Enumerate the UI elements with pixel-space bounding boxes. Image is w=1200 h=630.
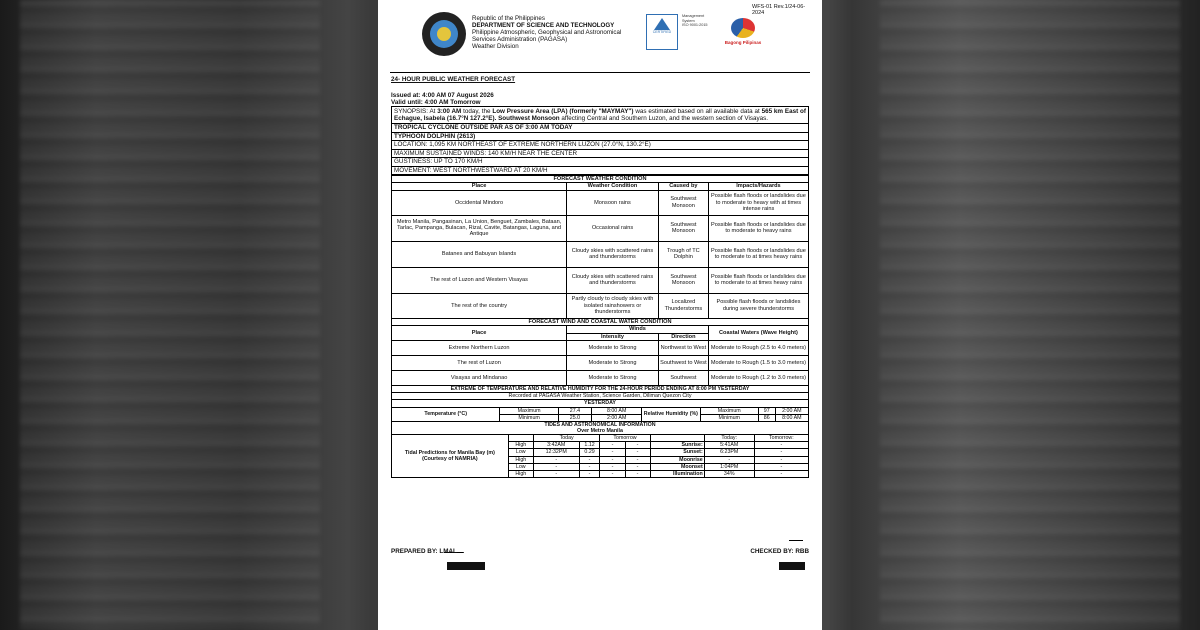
temp-max: 27.4 xyxy=(558,407,591,414)
synopsis: SYNOPSIS: At 3:00 AM today, the Low Pressure Area (LPA) (formerly "MAYMAY") was estimated based on all available data at 565 km East of Echague, Isabela (16.7°N 127.2°E). Southwest Monsoon affecting Central and Southern Luzon, and the western section of Visayas. xyxy=(391,106,809,124)
agency-line: Services Administration (PAGASA) xyxy=(472,36,568,44)
background-blur-left xyxy=(20,0,320,630)
wind-coastal-table xyxy=(391,319,809,386)
header-intensity: Intensity xyxy=(567,333,659,340)
forecast-title: FORECAST WEATHER CONDITION xyxy=(392,175,809,182)
tides-title: TIDES AND ASTRONOMICAL INFORMATION Over Metro Manila xyxy=(392,422,809,435)
extremes-yesterday: YESTERDAY xyxy=(392,400,809,407)
letterhead xyxy=(390,0,810,70)
rh-min: 86 xyxy=(758,414,775,421)
typhoon-location: LOCATION: 1,095 KM NORTHEAST OF EXTREME NORTHERN LUZON (27.0°N, 130.2°E) xyxy=(391,141,809,149)
table-row: High - - - - Illumination 34% - xyxy=(392,470,809,477)
redaction-bar xyxy=(447,562,485,570)
tidal-label: Tidal Predictions for Manila Bay (m) (Courtesy of NAMRIA) xyxy=(392,434,509,477)
table-row: The rest of the country Partly cloudy to cloudy skies with isolated rainshowers or thunderstorms Localized Thunderstorms Possible flash floods or landslides during severe thunderstorms xyxy=(392,293,809,318)
table-row: Low - - - - Moonset 1:04PM - xyxy=(392,463,809,470)
table-row: High - - - - Moonrise - - xyxy=(392,456,809,463)
page-title: 24- HOUR PUBLIC WEATHER FORECAST xyxy=(391,76,516,83)
valid-until: Valid until: 4:00 AM Tomorrow xyxy=(391,99,481,107)
wind-title: FORECAST WIND AND COASTAL WATER CONDITION xyxy=(392,319,809,326)
header-winds: Winds xyxy=(567,326,709,333)
rh-max: 97 xyxy=(758,407,775,414)
temperature-label: Temperature (°C) xyxy=(392,407,500,421)
table-row: Batanes and Babuyan Islands Cloudy skies with scattered rains and thunderstorms Trough of TC Dolphin Possible flash floods or landslides due to moderate to at times heavy rains xyxy=(392,241,809,267)
header-place: Place xyxy=(392,326,567,341)
header-direction: Direction xyxy=(658,333,708,340)
table-row: The rest of Luzon Moderate to Strong Southwest to West Moderate to Rough (1.5 to 3.0 meters) xyxy=(392,355,809,370)
header-cause: Caused by xyxy=(658,183,708,190)
agency-block xyxy=(472,15,621,50)
table-row: Occidental Mindoro Monsoon rains Southwest Monsoon Possible flash floods or landslides due to moderate to heavy with at times intense rains xyxy=(392,190,809,215)
table-row: Extreme Northern Luzon Moderate to Strong Northwest to West Moderate to Rough (2.5 to 4.0 meters) xyxy=(392,340,809,355)
issued-at: Issued at: 4:00 AM 07 August 2026 xyxy=(391,92,494,100)
table-row: Metro Manila, Pangasinan, La Union, Benguet, Zambales, Bataan, Tarlac, Pampanga, Bulacan, Rizal, Cavite, Batangas, Laguna, and Antique Occasional rains Southwest Monsoon Possible flash floods or landslides due to moderate to heavy rains xyxy=(392,215,809,241)
typhoon-name: TYPHOON DOLPHIN (2613) xyxy=(391,133,809,141)
document-body xyxy=(391,74,809,478)
typhoon-movement: MOVEMENT: WEST NORTHWESTWARD AT 20 KM/H xyxy=(391,167,809,175)
agency-line: Republic of the Philippines xyxy=(472,15,545,22)
humidity-label: Relative Humidity (%) xyxy=(642,407,700,421)
header-place: Place xyxy=(392,183,567,190)
table-row: Low 12:32PM 0.29 - - Sunset: 6:23PM - xyxy=(392,449,809,456)
signature-block xyxy=(391,540,809,570)
background-blur-right xyxy=(880,0,1180,630)
header-condition: Weather Condition xyxy=(567,183,659,190)
forecast-document xyxy=(378,0,822,630)
agency-line: DEPARTMENT OF SCIENCE AND TECHNOLOGY xyxy=(472,22,615,30)
forecast-weather-table xyxy=(391,175,809,319)
agency-line: Philippine Atmospheric, Geophysical and Astronomical xyxy=(472,29,622,37)
checked-by: CHECKED BY: RBB xyxy=(750,548,809,555)
prepared-by: PREPARED BY: LMAL xyxy=(391,548,457,555)
certification-badge-icon: CERTIFIED xyxy=(646,14,678,50)
table-row: High 3:42AM 1.12 - - Sunrise: 5:41AM - xyxy=(392,442,809,449)
table-row: Visayas and Mindanao Moderate to Strong Southwest Moderate to Rough (1.2 to 3.0 meters) xyxy=(392,370,809,385)
bagong-pilipinas-logo-icon: Bagong Pilipinas xyxy=(723,18,763,46)
extremes-recorded: Recorded at PAGASA Weather Station, Science Garden, Diliman Quezon City xyxy=(392,393,809,400)
table-row: Temperature (°C) Maximum 27.4 8:00 AM Relative Humidity (%) Maximum 97 2:00 AM xyxy=(392,407,809,414)
header-divider xyxy=(390,72,810,73)
tc-outside-heading: TROPICAL CYCLONE OUTSIDE PAR AS OF 3:00 AM TODAY xyxy=(391,124,809,132)
header-impacts: Impacts/Hazards xyxy=(708,183,808,190)
agency-line: Weather Division xyxy=(472,43,519,51)
typhoon-gustiness: GUSTINESS: UP TO 170 KM/H xyxy=(391,158,809,166)
table-row: The rest of Luzon and Western Visayas Cloudy skies with scattered rains and thunderstorms Southwest Monsoon Possible flash floods or landslides due to moderate to at times heavy rains xyxy=(392,267,809,293)
header-coastal: Coastal Waters (Wave Height) xyxy=(708,326,808,341)
certification-text: Management System ISO 9001:2015 xyxy=(682,14,708,28)
table-row: Minimum 25.0 2:00 AM Minimum 86 8:00 AM xyxy=(392,414,809,421)
redaction-bar xyxy=(779,562,805,570)
pagasa-seal-icon xyxy=(422,12,466,56)
extremes-table xyxy=(391,386,809,422)
extremes-title: EXTREME OF TEMPERATURE AND RELATIVE HUMIDITY FOR THE 24-HOUR PERIOD ENDING AT 8:00 PM YESTERDAY xyxy=(392,386,809,393)
temp-min: 25.0 xyxy=(558,414,591,421)
tides-table: TIDES AND ASTRONOMICAL INFORMATION Over Metro Manila Tidal Predictions for Manila Bay (m) (Courtesy of NAMRIA) Today Tomorrow Today: Tomorrow: High 3:42AM 1.12 - - Sunrise: 5:41AM - Low 12:32PM 0.29 - - Sunset: 6:23PM - High - - - - Moonrise - - Low - - - - Moonset 1:04PM - High - - - - Illumination 34% - xyxy=(391,422,809,478)
document-reference: WFS-01 Rev.1/24-06-2024 xyxy=(752,4,806,16)
typhoon-winds: MAXIMUM SUSTAINED WINDS: 140 KM/H NEAR THE CENTER xyxy=(391,150,809,158)
